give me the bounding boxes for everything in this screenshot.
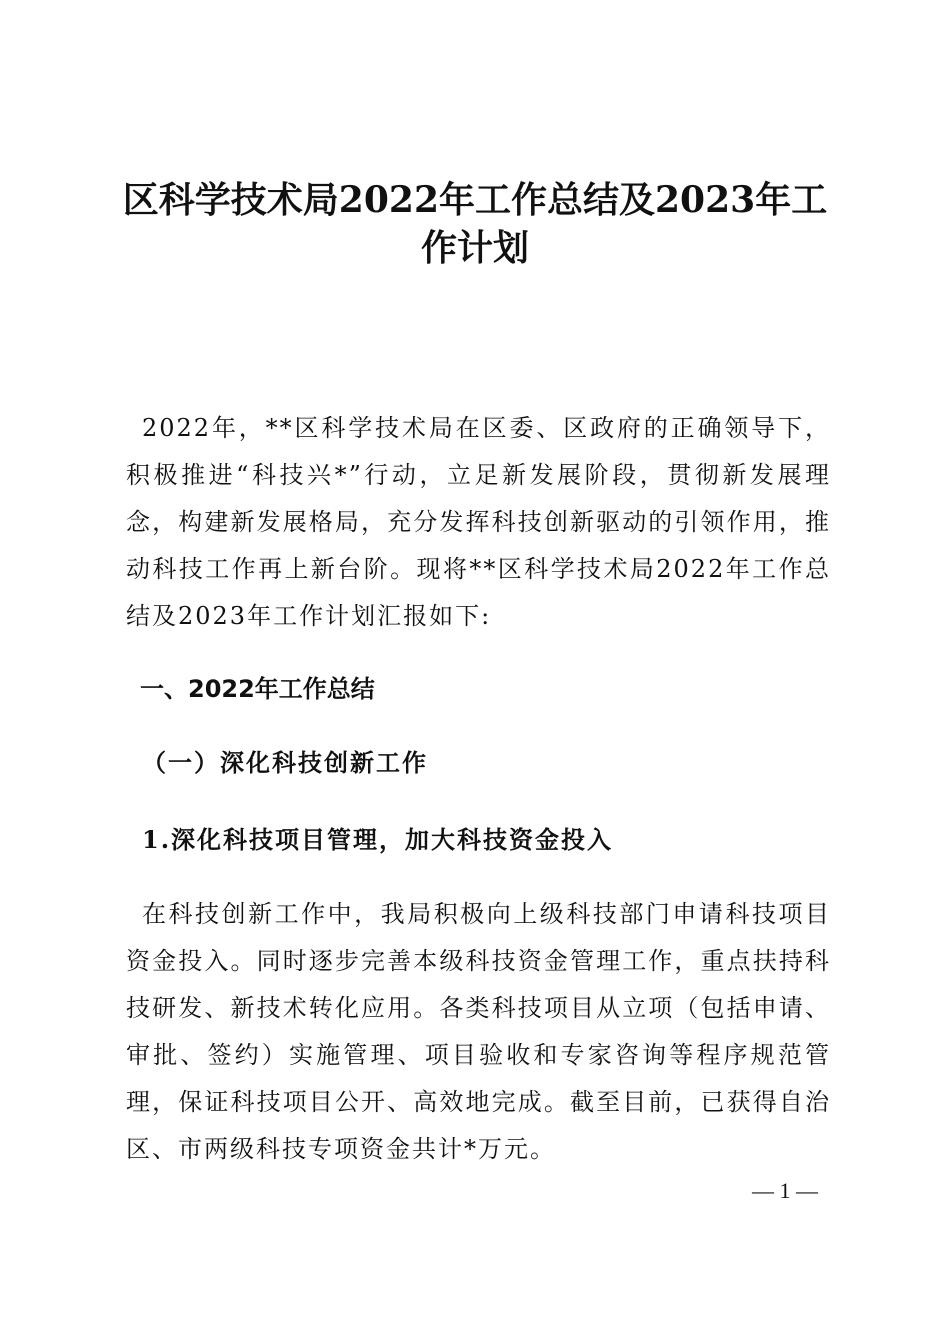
project-management-paragraph: 在科技创新工作中，我局积极向上级科技部门申请科技项目资金投入。同时逐步完善本级科技资金管理工作，重点扶持科技研发、新技术转化应用。各类科技项目从立项（包括申请、审批、签约）实施管理、项目验收和专家咨询等程序规范管理，保证科技项目公开、高效地完成。截至目前，已获得自治区、市两级科技专项资金共计*万元。 bbox=[126, 900, 831, 1163]
section-heading-2022-summary: 一、2022年工作总结 bbox=[140, 675, 375, 703]
document-title: 区科学技术局2022年工作总结及2023年工作计划 bbox=[122, 179, 828, 269]
item-heading-project-management: 1.深化科技项目管理，加大科技资金投入 bbox=[142, 825, 614, 854]
page-number: — 1 — bbox=[752, 1178, 818, 1203]
intro-paragraph: 2022年，**区科学技术局在区委、区政府的正确领导下，积极推进“科技兴*”行动，立足新发展阶段，贯彻新发展理念，构建新发展格局，充分发挥科技创新驱动的引领作用，推动科技工作再上新台阶。现将**区科学技术局2022年工作总结及2023年工作计划汇报如下: bbox=[126, 414, 831, 630]
subsection-heading-innovation: （一）深化科技创新工作 bbox=[142, 748, 428, 777]
